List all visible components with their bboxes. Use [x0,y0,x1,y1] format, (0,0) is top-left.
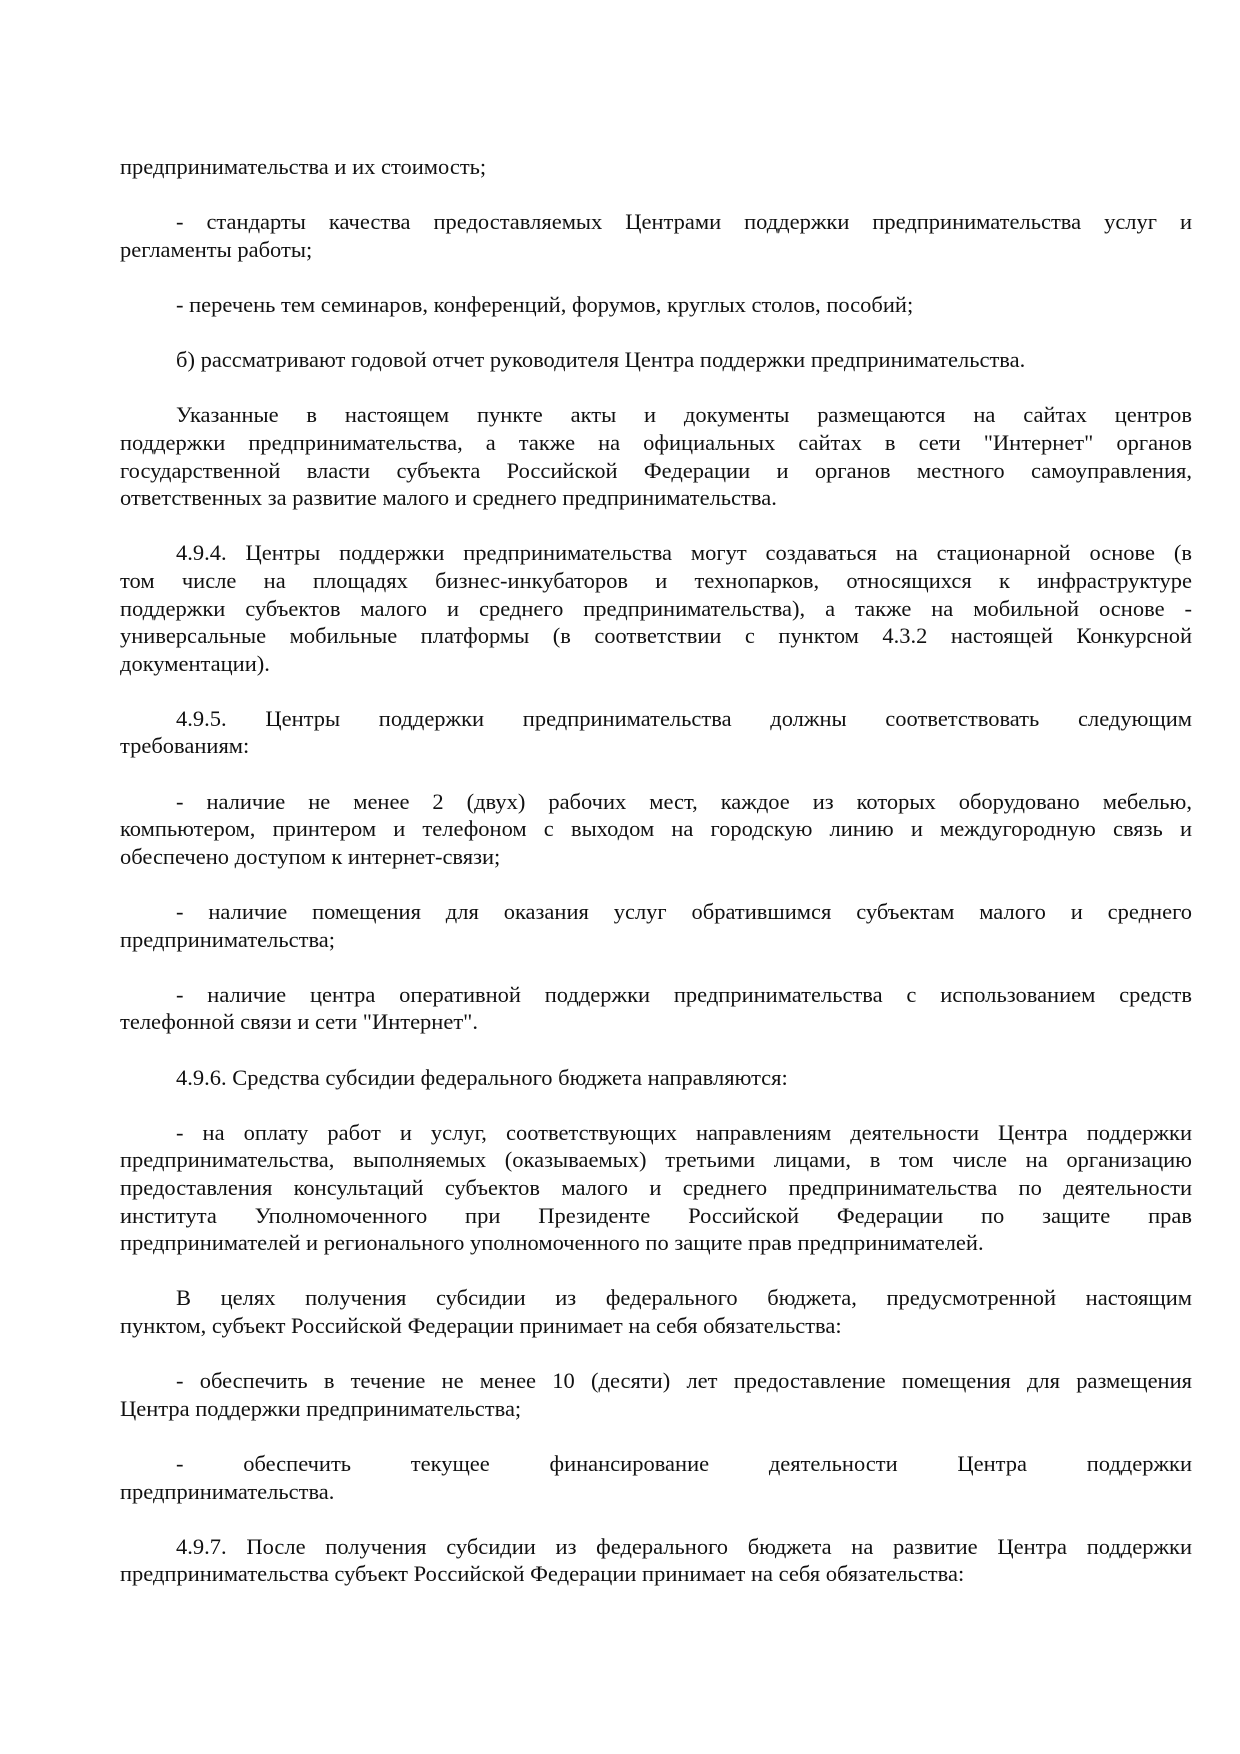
paragraph [120,1533,1192,1588]
paragraph [120,898,1192,953]
document-page [120,153,1192,1615]
text-line: 4.9.5. Центры поддержки предпринимательства должны соответствовать следующим [176,705,1192,731]
paragraph [120,539,1192,677]
paragraph [120,153,1192,181]
paragraph [120,401,1192,511]
text-line: б) рассматривают годовой отчет руководителя Центра поддержки предпринимательства. [176,347,1026,373]
text-line: требованиям: [120,733,250,759]
paragraph [120,1284,1192,1339]
paragraph [120,208,1192,263]
text-line: предоставления консультаций субъектов малого и среднего предпринимательства по деятельности [120,1174,1192,1200]
text-line: - на оплату работ и услуг, соответствующих направлениям деятельности Центра поддержки [176,1119,1192,1145]
text-line: обеспечено доступом к интернет-связи; [120,843,501,869]
text-line: ответственных за развитие малого и среднего предпринимательства. [120,485,777,511]
text-line: 4.9.6. Средства субсидии федерального бюджета направляются: [176,1064,788,1090]
paragraph [120,705,1192,760]
paragraph [120,291,1192,319]
text-line: телефонной связи и сети "Интернет". [120,1009,478,1035]
text-line: универсальные мобильные платформы (в соответствии с пунктом 4.3.2 настоящей Конкурсной [120,623,1192,649]
paragraph [120,1367,1192,1422]
text-line: - наличие не менее 2 (двух) рабочих мест, каждое из которых оборудовано мебелью, [176,788,1192,814]
text-line: - обеспечить в течение не менее 10 (десяти) лет предоставление помещения для размещения [176,1368,1192,1394]
text-line: - наличие помещения для оказания услуг обратившимся субъектам малого и среднего [176,899,1192,925]
text-line: предпринимателей и регионального уполномоченного по защите прав предпринимателей. [120,1230,984,1256]
text-line: предпринимательства субъект Российской Федерации принимает на себя обязательства: [120,1561,965,1587]
text-line: регламенты работы; [120,236,313,262]
text-line: предпринимательства; [120,926,336,952]
text-line: - стандарты качества предоставляемых Центрами поддержки предпринимательства услуг и [176,209,1192,235]
paragraph [120,346,1192,374]
text-line: предпринимательства, выполняемых (оказываемых) третьими лицами, в том числе на организацию [120,1147,1192,1173]
text-line: Указанные в настоящем пункте акты и документы размещаются на сайтах центров [176,402,1192,428]
text-line: института Уполномоченного при Президенте Российской Федерации по защите прав [120,1202,1192,1228]
text-line: Центра поддержки предпринимательства; [120,1395,522,1421]
text-line: поддержки субъектов малого и среднего предпринимательства), а также на мобильной основе - [120,595,1192,621]
text-line: документации). [120,650,270,676]
paragraph [120,788,1192,871]
text-line: том числе на площадях бизнес-инкубаторов и технопарков, относящихся к инфраструктуре [120,567,1192,593]
text-line: 4.9.7. После получения субсидии из федерального бюджета на развитие Центра поддержки [176,1533,1192,1559]
text-line: предпринимательства и их стоимость; [120,154,487,179]
text-line: поддержки предпринимательства, а также на официальных сайтах в сети "Интернет" органов [120,429,1192,455]
text-line: государственной власти субъекта Российской Федерации и органов местного самоуправления, [120,457,1192,483]
paragraph [120,1064,1192,1092]
text-line: - наличие центра оперативной поддержки предпринимательства с использованием средств [176,981,1192,1007]
text-line: - перечень тем семинаров, конференций, форумов, круглых столов, пособий; [176,291,914,317]
paragraph [120,1450,1192,1505]
text-line: - обеспечить текущее финансирование деятельности Центра поддержки [176,1450,1192,1476]
paragraph [120,1119,1192,1257]
text-line: 4.9.4. Центры поддержки предпринимательства могут создаваться на стационарной основе (в [176,540,1192,566]
text-line: В целях получения субсидии из федерального бюджета, предусмотренной настоящим [176,1285,1192,1311]
text-line: компьютером, принтером и телефоном с выходом на городскую линию и междугородную связь и [120,816,1192,842]
text-line: пунктом, субъект Российской Федерации принимает на себя обязательства: [120,1312,842,1338]
text-line: предпринимательства. [120,1478,335,1504]
paragraph [120,981,1192,1036]
